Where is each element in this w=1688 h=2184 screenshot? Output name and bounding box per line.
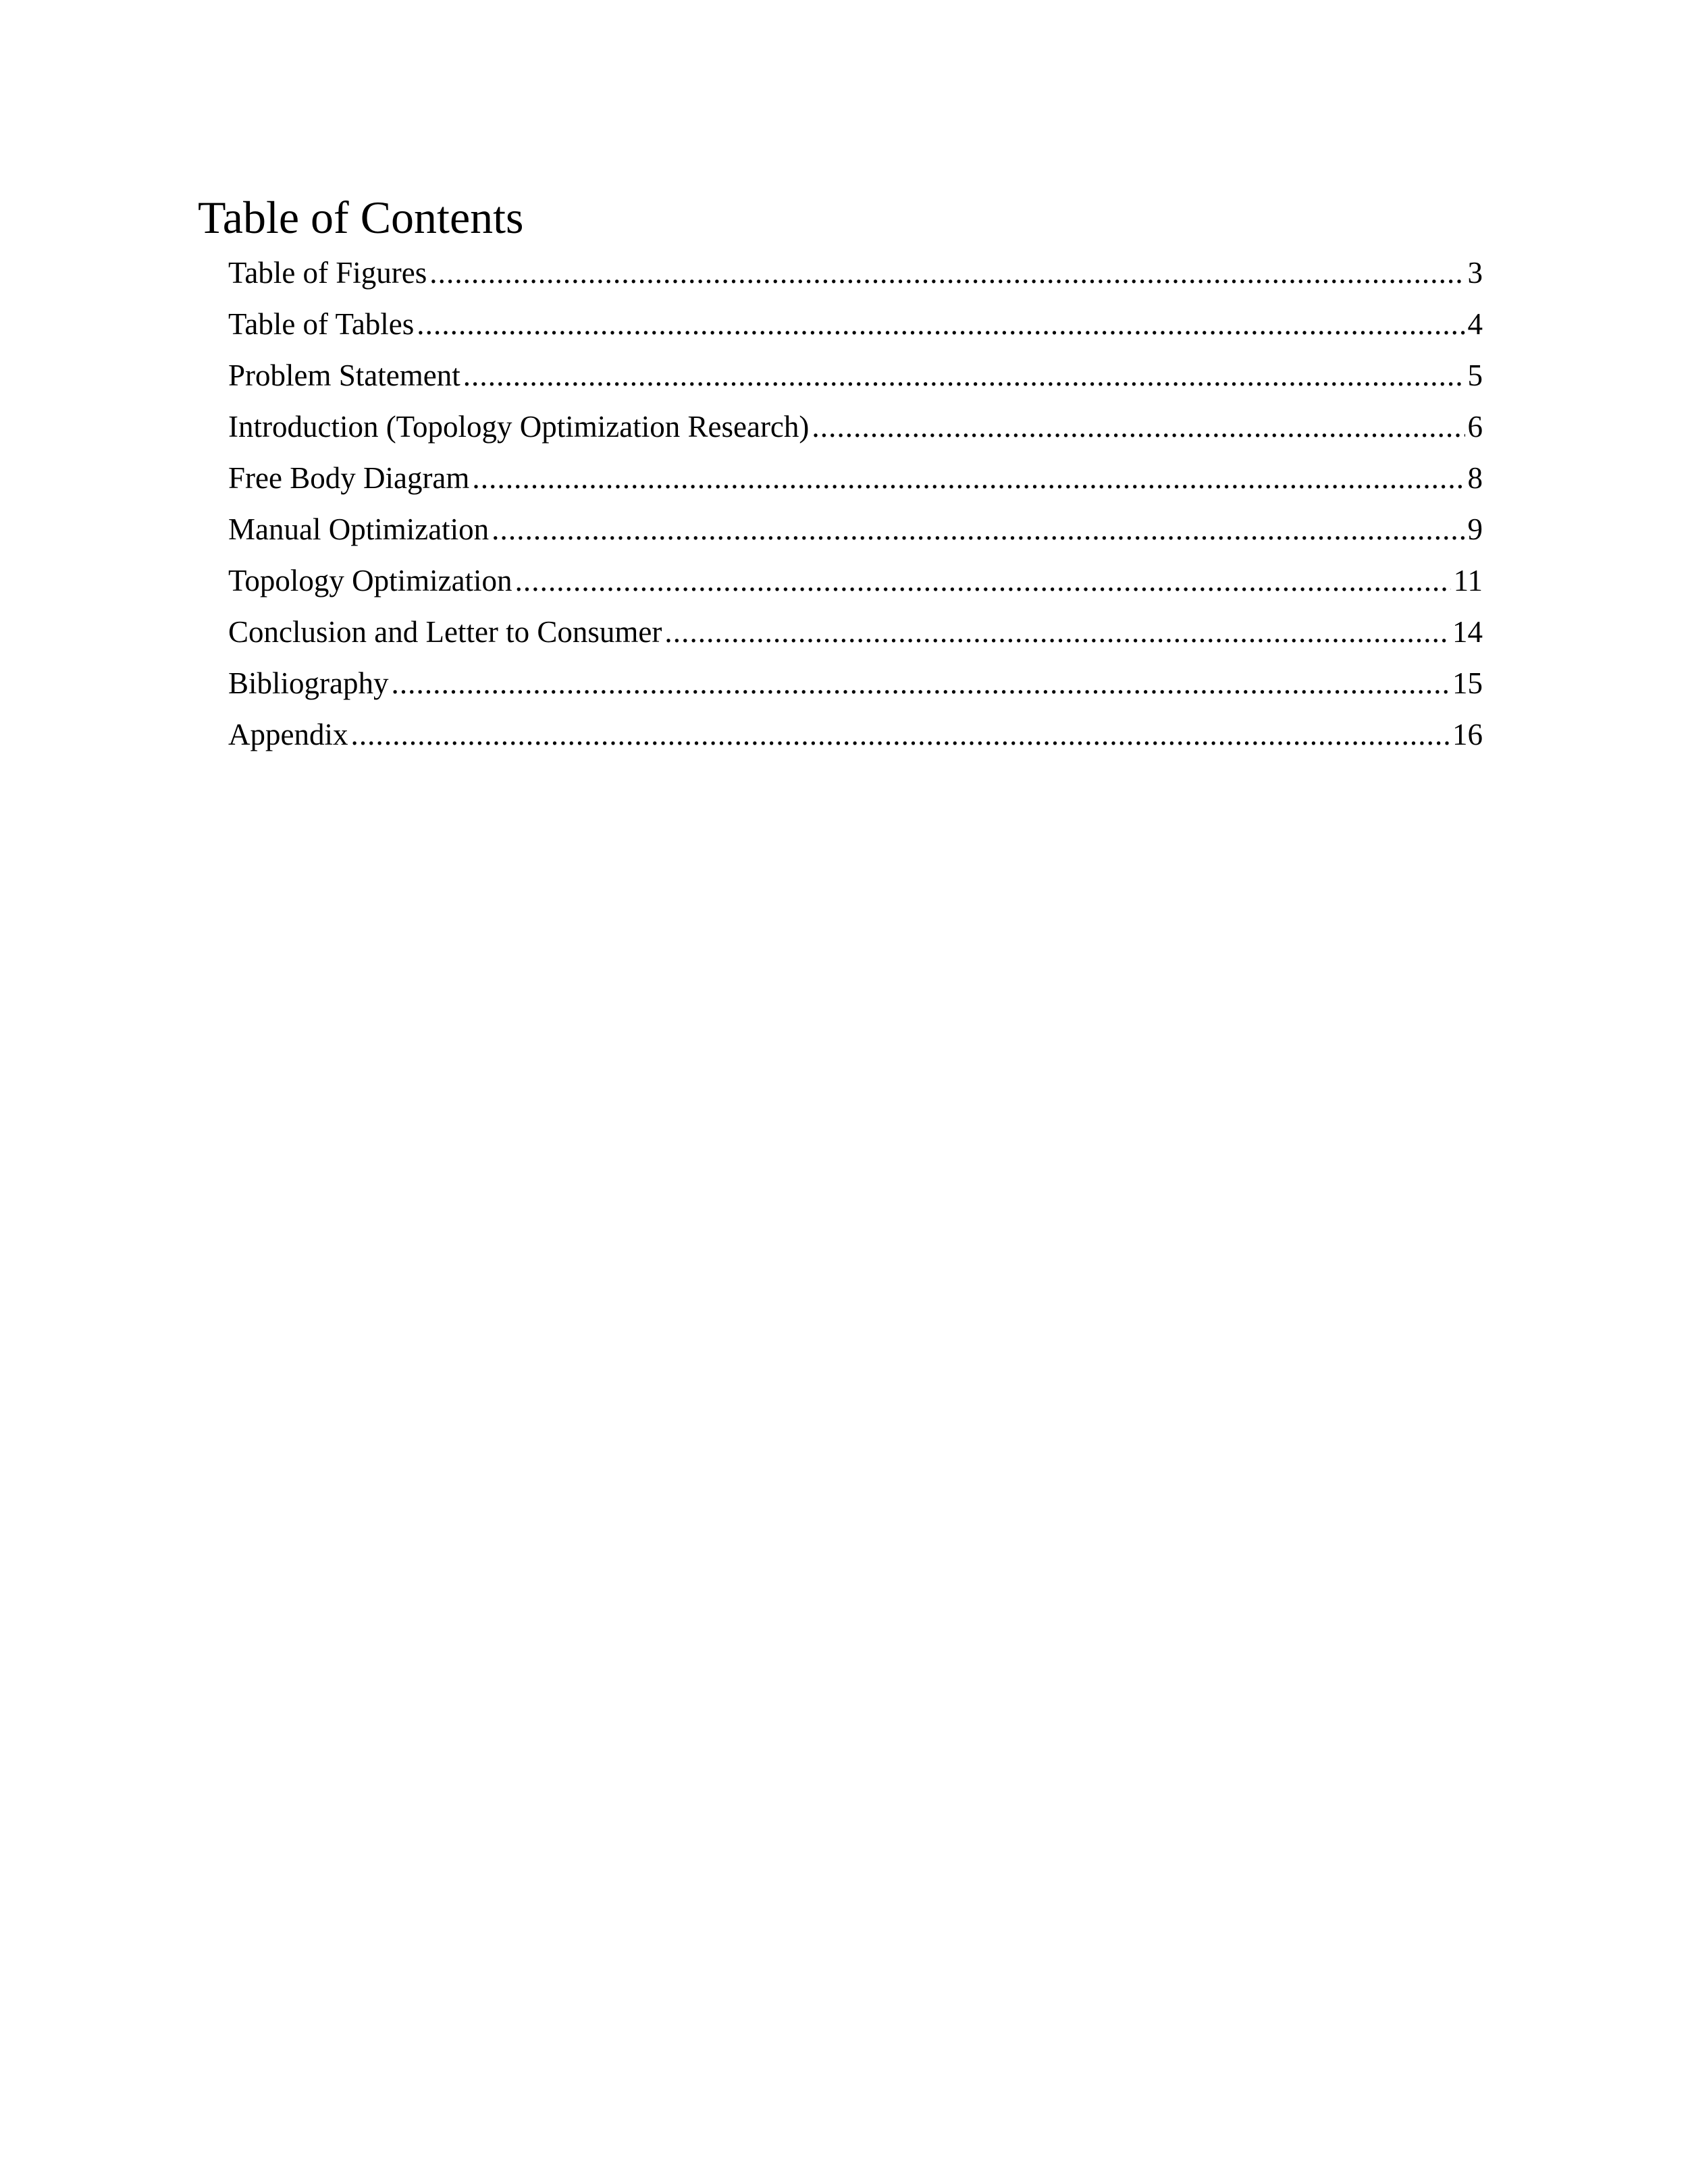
toc-entry-page: 4 bbox=[1467, 307, 1483, 341]
toc-entry-table-of-tables[interactable] bbox=[228, 298, 1483, 350]
toc-entry-table-of-figures[interactable] bbox=[228, 247, 1483, 298]
toc-entry-page: 3 bbox=[1467, 256, 1483, 290]
toc-dot-leader bbox=[429, 247, 1465, 298]
toc-dot-leader bbox=[664, 606, 1450, 658]
toc-entry-label: Appendix bbox=[228, 718, 348, 751]
toc-entry-label: Conclusion and Letter to Consumer bbox=[228, 615, 662, 649]
toc-entry-page: 14 bbox=[1452, 615, 1483, 649]
toc-entry-label: Table of Tables bbox=[228, 307, 415, 341]
toc-dot-leader bbox=[492, 504, 1465, 555]
toc-dot-leader bbox=[812, 401, 1465, 452]
toc-entry-page: 5 bbox=[1467, 358, 1483, 392]
toc-entry-appendix[interactable] bbox=[228, 709, 1483, 760]
toc-entry-introduction[interactable] bbox=[228, 401, 1483, 452]
toc-entry-page: 11 bbox=[1453, 564, 1483, 597]
toc-entry-conclusion[interactable] bbox=[228, 606, 1483, 658]
toc-entry-page: 8 bbox=[1467, 461, 1483, 495]
toc-entry-label: Introduction (Topology Optimization Research) bbox=[228, 410, 810, 444]
toc-entry-label: Problem Statement bbox=[228, 358, 460, 392]
toc-entry-label: Topology Optimization bbox=[228, 564, 512, 597]
toc-dot-leader bbox=[515, 555, 1451, 606]
toc-entry-label: Table of Figures bbox=[228, 256, 427, 290]
toc-entry-page: 15 bbox=[1452, 666, 1483, 700]
toc-dot-leader bbox=[463, 350, 1465, 401]
toc-entry-topology-optimization[interactable] bbox=[228, 555, 1483, 606]
toc-title: Table of Contents bbox=[198, 192, 524, 243]
toc-entry-manual-optimization[interactable] bbox=[228, 504, 1483, 555]
toc-entry-bibliography[interactable] bbox=[228, 658, 1483, 709]
toc-entry-problem-statement[interactable] bbox=[228, 350, 1483, 401]
toc-list bbox=[228, 247, 1483, 760]
toc-entry-page: 6 bbox=[1467, 410, 1483, 444]
toc-entry-page: 16 bbox=[1452, 718, 1483, 751]
toc-entry-page: 9 bbox=[1467, 512, 1483, 546]
toc-dot-leader bbox=[391, 658, 1450, 709]
toc-dot-leader bbox=[350, 709, 1450, 760]
toc-entry-label: Bibliography bbox=[228, 666, 389, 700]
toc-entry-label: Manual Optimization bbox=[228, 512, 490, 546]
toc-dot-leader bbox=[472, 452, 1465, 504]
toc-entry-free-body-diagram[interactable] bbox=[228, 452, 1483, 504]
toc-entry-label: Free Body Diagram bbox=[228, 461, 470, 495]
toc-dot-leader bbox=[417, 298, 1465, 350]
